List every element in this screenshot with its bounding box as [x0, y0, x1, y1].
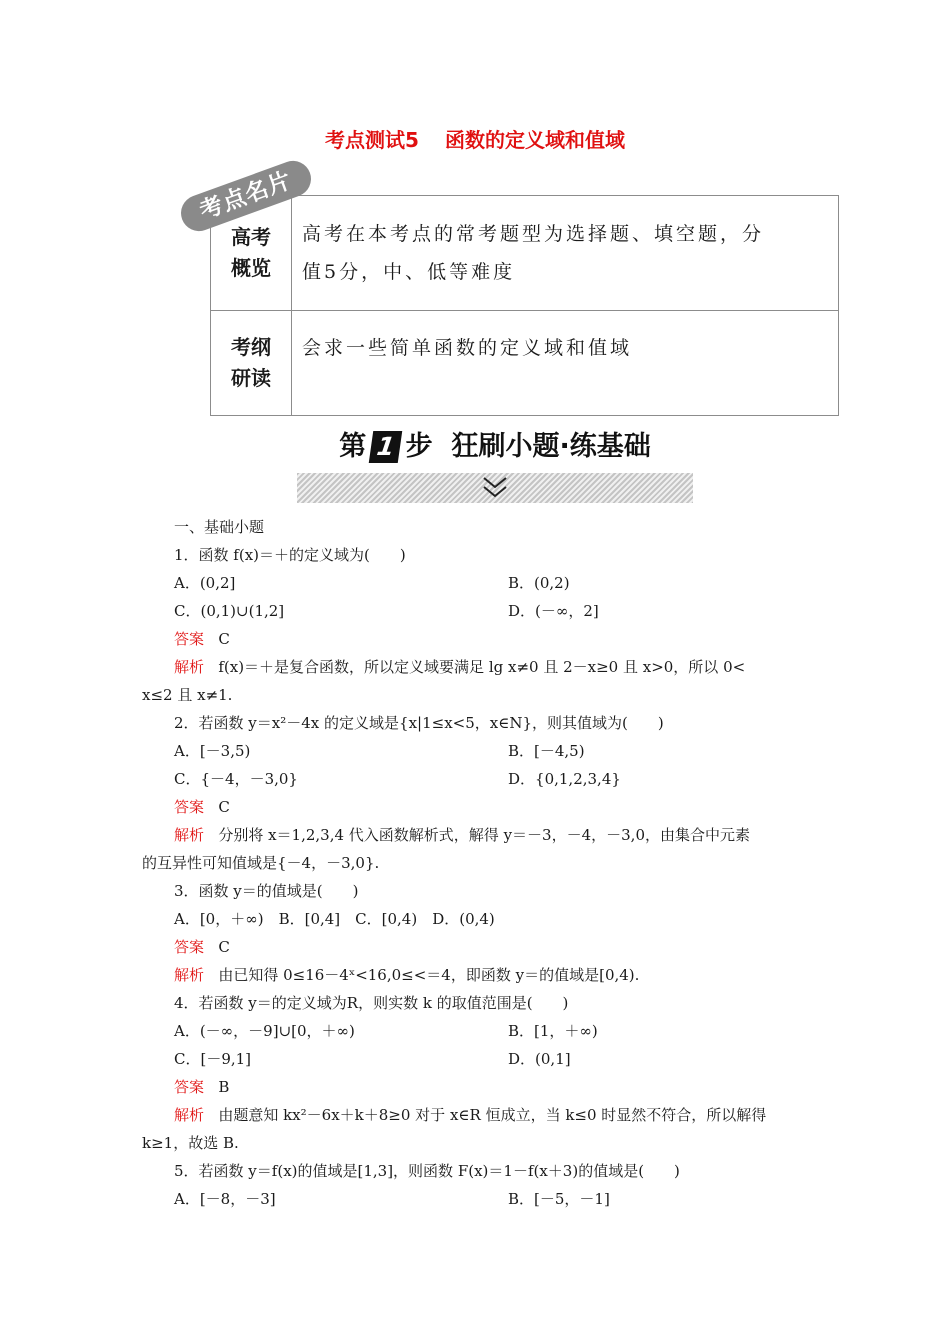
question-stem: 2．若函数 y＝x²－4x 的定义域是{x|1≤x<5，x∈N}，则其值域为( ): [174, 714, 664, 732]
answer-value: C: [218, 630, 230, 648]
title-part1: 考点测试5: [325, 128, 419, 152]
option-d: D．(－∞，2]: [508, 602, 599, 620]
answer-label: 答案: [174, 630, 205, 648]
option-a: A．(0,2]: [174, 574, 236, 592]
question-stem: 3．函数 y＝的值域是( ): [174, 882, 359, 900]
card-row-syllabus: [211, 311, 839, 416]
option-c: C．[－9,1]: [174, 1050, 252, 1068]
answer-value: C: [218, 938, 230, 956]
question-stem: 5．若函数 y＝f(x)的值域是[1,3]，则函数 F(x)＝1－f(x＋3)的值域是( ): [174, 1162, 680, 1180]
card-body-overview: [292, 196, 839, 311]
page-title: [0, 124, 950, 153]
answer-value: C: [218, 798, 230, 816]
option-b: B．(0,2): [508, 574, 570, 592]
answer-value: B: [218, 1078, 230, 1096]
topic-card: [210, 195, 839, 416]
title-part2: 函数的定义域和值域: [444, 128, 625, 152]
option-d: D．(0,1]: [508, 1050, 571, 1068]
explanation-label: 解析: [174, 658, 205, 676]
explanation-text: 由已知得 0≤16－4ˣ<16,0≤<＝4，即函数 y＝的值域是[0,4).: [218, 966, 640, 984]
option-a: A．(－∞，－9]∪[0，＋∞): [174, 1022, 355, 1040]
card-head-syllabus: [211, 311, 292, 416]
explanation-line: [174, 1104, 766, 1125]
answer-line: [174, 936, 230, 957]
explanation-continued: 的互异性可知值域是{－4，－3,0}.: [142, 854, 380, 872]
section-heading: 一、基础小题: [174, 518, 265, 536]
banner-prefix: 第: [339, 431, 367, 462]
explanation-continued: k≥1，故选 B.: [142, 1134, 239, 1152]
option-a: A．[－8，－3]: [174, 1190, 276, 1208]
explanation-line: [174, 964, 639, 985]
answer-label: 答案: [174, 1078, 205, 1096]
explanation-continued: x≤2 且 x≠1.: [142, 686, 233, 704]
card-body-line: 值5分，中、低等难度: [302, 261, 516, 283]
option-a: A．[－3,5): [174, 742, 251, 760]
explanation-label: 解析: [174, 1106, 205, 1124]
explanation-line: [174, 656, 745, 677]
answer-line: [174, 796, 230, 817]
card-head-line: 考纲: [231, 335, 271, 359]
options-inline: A．[0，＋∞) B．[0,4] C．[0,4) D．(0,4): [174, 910, 495, 928]
answer-label: 答案: [174, 798, 205, 816]
banner-number: 1: [369, 431, 403, 463]
explanation-label: 解析: [174, 826, 205, 844]
banner-title: [297, 426, 693, 468]
card-row-overview: [211, 196, 839, 311]
question-stem: 1．函数 f(x)＝＋的定义域为( ): [174, 546, 406, 564]
card-body-line: 高考在本考点的常考题型为选择题、填空题，分: [302, 223, 765, 245]
step-banner: [297, 426, 693, 504]
explanation-label: 解析: [174, 966, 205, 984]
card-head-line: 高考: [231, 225, 271, 249]
question-stem: 4．若函数 y＝的定义域为R，则实数 k 的取值范围是( ): [174, 994, 569, 1012]
option-b: B．[1，＋∞): [508, 1022, 598, 1040]
answer-line: [174, 1076, 229, 1097]
answer-label: 答案: [174, 938, 205, 956]
card-head-line: 研读: [231, 366, 271, 390]
explanation-text: 由题意知 kx²－6x＋k＋8≥0 对于 x∈R 恒成立，当 k≤0 时显然不符合，所以解得: [218, 1106, 767, 1124]
explanation-text: f(x)＝＋是复合函数，所以定义域要满足 lg x≠0 且 2－x≥0 且 x>0，所以 0<: [218, 658, 746, 676]
card-body-line: 会求一些简单函数的定义域和值域: [302, 337, 633, 359]
chevron-down-icon: [480, 474, 510, 502]
option-b: B．[－5，－1]: [508, 1190, 610, 1208]
banner-rest: 步 狂刷小题·练基础: [405, 431, 651, 462]
explanation-text: 分别将 x＝1,2,3,4 代入函数解析式，解得 y＝－3，－4，－3,0，由集合中元素: [218, 826, 750, 844]
card-head-line: 概览: [231, 256, 271, 280]
answer-line: [174, 628, 230, 649]
card-body-syllabus: [292, 311, 839, 416]
option-b: B．[－4,5): [508, 742, 585, 760]
explanation-line: [174, 824, 750, 845]
option-c: C．(0,1)∪(1,2]: [174, 602, 285, 620]
option-d: D．{0,1,2,3,4}: [508, 770, 621, 788]
option-c: C．{－4，－3,0}: [174, 770, 298, 788]
topic-stamp: 考点名片: [176, 156, 316, 236]
